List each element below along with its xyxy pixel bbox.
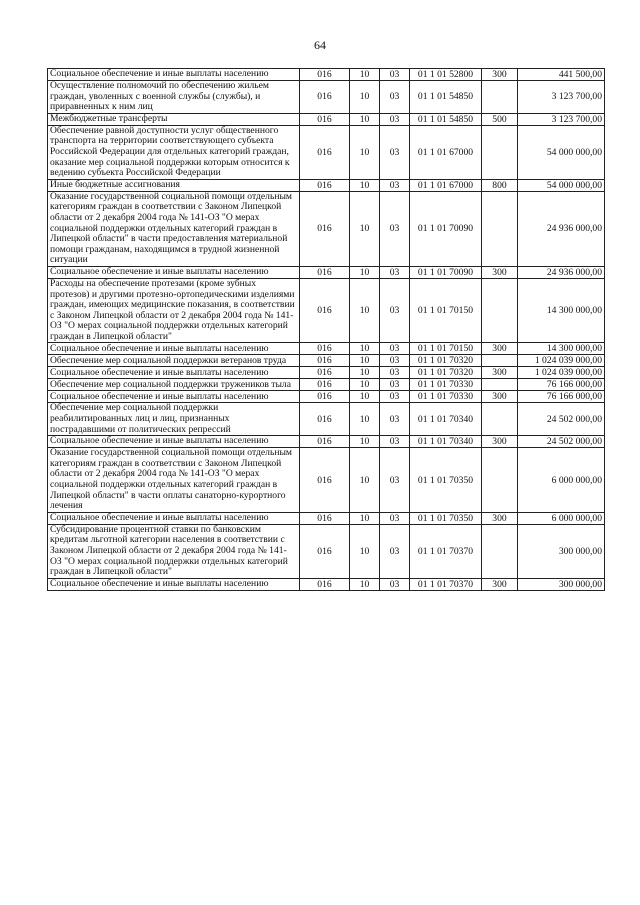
- target-article-code: 01 1 01 54850: [410, 113, 482, 125]
- row-name: Расходы на обеспечение протезами (кроме зубных протезов) и другими протезно-ортопедическими изделиями граждан, имеющих медицинские показания, в соответствии с Законом Липецкой области от 2 декабря 2004 года № 141-ОЗ "О мерах социальной поддержки отдельных категорий граждан в Липецкой области": [48, 278, 300, 343]
- ved-code: 016: [300, 391, 350, 403]
- table-row: [48, 403, 605, 436]
- podrazdel-code: 03: [380, 113, 410, 125]
- ved-code: 016: [300, 278, 350, 343]
- target-article-code: 01 1 01 70150: [410, 278, 482, 343]
- expense-type-code: 300: [482, 343, 518, 355]
- row-name: Межбюджетные трансферты: [48, 113, 300, 125]
- podrazdel-code: 03: [380, 436, 410, 448]
- amount: 6 000 000,00: [518, 512, 605, 524]
- podrazdel-code: 03: [380, 69, 410, 81]
- table-row: [48, 524, 605, 578]
- target-article-code: 01 1 01 70350: [410, 512, 482, 524]
- razdel-code: 10: [350, 391, 380, 403]
- amount: 3 123 700,00: [518, 113, 605, 125]
- page-number: 64: [314, 38, 326, 52]
- ved-code: 016: [300, 403, 350, 436]
- table-row: [48, 191, 605, 266]
- razdel-code: 10: [350, 179, 380, 191]
- expense-type-code: [482, 403, 518, 436]
- row-name: Субсидирование процентной ставки по банковским кредитам льготной категории населения в соответствии с Законом Липецкой области от 2 декабря 2004 года № 141-ОЗ "О мерах социальной поддержки отдельных категорий граждан в Липецкой области": [48, 524, 300, 578]
- razdel-code: 10: [350, 512, 380, 524]
- target-article-code: 01 1 01 70330: [410, 379, 482, 391]
- razdel-code: 10: [350, 524, 380, 578]
- target-article-code: 01 1 01 70340: [410, 436, 482, 448]
- amount: 54 000 000,00: [518, 179, 605, 191]
- podrazdel-code: 03: [380, 179, 410, 191]
- expense-type-code: [482, 278, 518, 343]
- target-article-code: 01 1 01 54850: [410, 81, 482, 114]
- ved-code: 016: [300, 512, 350, 524]
- target-article-code: 01 1 01 70370: [410, 578, 482, 590]
- table-row: [48, 512, 605, 524]
- amount: 6 000 000,00: [518, 448, 605, 513]
- razdel-code: 10: [350, 343, 380, 355]
- amount: 1 024 039 000,00: [518, 355, 605, 367]
- ved-code: 016: [300, 355, 350, 367]
- amount: 24 502 000,00: [518, 436, 605, 448]
- target-article-code: 01 1 01 67000: [410, 179, 482, 191]
- row-name: Обеспечение мер социальной поддержки ветеранов труда: [48, 355, 300, 367]
- ved-code: 016: [300, 69, 350, 81]
- ved-code: 016: [300, 379, 350, 391]
- razdel-code: 10: [350, 355, 380, 367]
- podrazdel-code: 03: [380, 125, 410, 179]
- razdel-code: 10: [350, 278, 380, 343]
- razdel-code: 10: [350, 113, 380, 125]
- expense-type-code: 300: [482, 436, 518, 448]
- row-name: Социальное обеспечение и иные выплаты населению: [48, 578, 300, 590]
- table-row: [48, 367, 605, 379]
- target-article-code: 01 1 01 52800: [410, 69, 482, 81]
- table-row: [48, 125, 605, 179]
- podrazdel-code: 03: [380, 403, 410, 436]
- row-name: Обеспечение мер социальной поддержки реабилитированных лиц и лиц, признанных пострадавшими от политических репрессий: [48, 403, 300, 436]
- ved-code: 016: [300, 266, 350, 278]
- target-article-code: 01 1 01 70090: [410, 266, 482, 278]
- razdel-code: 10: [350, 578, 380, 590]
- table-row: [48, 278, 605, 343]
- expense-type-code: 300: [482, 266, 518, 278]
- amount: 3 123 700,00: [518, 81, 605, 114]
- target-article-code: 01 1 01 70370: [410, 524, 482, 578]
- expense-type-code: [482, 355, 518, 367]
- podrazdel-code: 03: [380, 379, 410, 391]
- ved-code: 016: [300, 125, 350, 179]
- row-name: Осуществление полномочий по обеспечению жильем граждан, уволенных с военной службы (службы), и приравненных к ним лиц: [48, 81, 300, 114]
- ved-code: 016: [300, 524, 350, 578]
- target-article-code: 01 1 01 70090: [410, 191, 482, 266]
- budget-table-body: [48, 69, 605, 591]
- razdel-code: 10: [350, 125, 380, 179]
- amount: 14 300 000,00: [518, 343, 605, 355]
- ved-code: 016: [300, 179, 350, 191]
- expense-type-code: 300: [482, 391, 518, 403]
- row-name: Социальное обеспечение и иные выплаты населению: [48, 69, 300, 81]
- target-article-code: 01 1 01 70150: [410, 343, 482, 355]
- amount: 24 502 000,00: [518, 403, 605, 436]
- expense-type-code: 300: [482, 512, 518, 524]
- target-article-code: 01 1 01 70330: [410, 391, 482, 403]
- target-article-code: 01 1 01 70320: [410, 367, 482, 379]
- ved-code: 016: [300, 578, 350, 590]
- target-article-code: 01 1 01 67000: [410, 125, 482, 179]
- amount: 14 300 000,00: [518, 278, 605, 343]
- table-row: [48, 578, 605, 590]
- table-row: [48, 448, 605, 513]
- expense-type-code: 300: [482, 69, 518, 81]
- table-row: [48, 436, 605, 448]
- podrazdel-code: 03: [380, 343, 410, 355]
- podrazdel-code: 03: [380, 391, 410, 403]
- ved-code: 016: [300, 367, 350, 379]
- expense-type-code: 300: [482, 578, 518, 590]
- podrazdel-code: 03: [380, 367, 410, 379]
- expense-type-code: [482, 125, 518, 179]
- budget-table: [47, 68, 605, 591]
- ved-code: 016: [300, 81, 350, 114]
- razdel-code: 10: [350, 448, 380, 513]
- ved-code: 016: [300, 343, 350, 355]
- row-name: Социальное обеспечение и иные выплаты населению: [48, 436, 300, 448]
- amount: 24 936 000,00: [518, 266, 605, 278]
- row-name: Социальное обеспечение и иные выплаты населению: [48, 266, 300, 278]
- podrazdel-code: 03: [380, 448, 410, 513]
- amount: 300 000,00: [518, 524, 605, 578]
- amount: 76 166 000,00: [518, 379, 605, 391]
- razdel-code: 10: [350, 379, 380, 391]
- table-row: [48, 81, 605, 114]
- podrazdel-code: 03: [380, 191, 410, 266]
- row-name: Обеспечение мер социальной поддержки тружеников тыла: [48, 379, 300, 391]
- amount: 1 024 039 000,00: [518, 367, 605, 379]
- podrazdel-code: 03: [380, 278, 410, 343]
- podrazdel-code: 03: [380, 355, 410, 367]
- expense-type-code: [482, 191, 518, 266]
- target-article-code: 01 1 01 70340: [410, 403, 482, 436]
- expense-type-code: 800: [482, 179, 518, 191]
- podrazdel-code: 03: [380, 524, 410, 578]
- expense-type-code: [482, 81, 518, 114]
- ved-code: 016: [300, 436, 350, 448]
- podrazdel-code: 03: [380, 578, 410, 590]
- row-name: Социальное обеспечение и иные выплаты населению: [48, 343, 300, 355]
- table-row: [48, 379, 605, 391]
- razdel-code: 10: [350, 266, 380, 278]
- expense-type-code: 500: [482, 113, 518, 125]
- razdel-code: 10: [350, 436, 380, 448]
- table-row: [48, 343, 605, 355]
- razdel-code: 10: [350, 191, 380, 266]
- row-name: Оказание государственной социальной помощи отдельным категориям граждан в соответствии с Законом Липецкой области от 2 декабря 2004 года № 141-ОЗ "О мерах социальной поддержки отдельных категорий граждан в Липецкой области" в части предоставления материальной помощи гражданам, находящимся в трудной жизненной ситуации: [48, 191, 300, 266]
- podrazdel-code: 03: [380, 266, 410, 278]
- table-row: [48, 266, 605, 278]
- table-row: [48, 391, 605, 403]
- target-article-code: 01 1 01 70350: [410, 448, 482, 513]
- table-row: [48, 355, 605, 367]
- row-name: Оказание государственной социальной помощи отдельным категориям граждан в соответствии с Законом Липецкой области от 2 декабря 2004 года № 141-ОЗ "О мерах социальной поддержки отдельных категорий граждан в Липецкой области" в части оплаты санаторно-курортного лечения: [48, 448, 300, 513]
- razdel-code: 10: [350, 69, 380, 81]
- amount: 441 500,00: [518, 69, 605, 81]
- ved-code: 016: [300, 191, 350, 266]
- row-name: Иные бюджетные ассигнования: [48, 179, 300, 191]
- ved-code: 016: [300, 448, 350, 513]
- expense-type-code: [482, 379, 518, 391]
- expense-type-code: 300: [482, 367, 518, 379]
- row-name: Социальное обеспечение и иные выплаты населению: [48, 512, 300, 524]
- amount: 300 000,00: [518, 578, 605, 590]
- razdel-code: 10: [350, 81, 380, 114]
- razdel-code: 10: [350, 367, 380, 379]
- table-row: [48, 113, 605, 125]
- amount: 76 166 000,00: [518, 391, 605, 403]
- table-row: [48, 69, 605, 81]
- podrazdel-code: 03: [380, 81, 410, 114]
- amount: 54 000 000,00: [518, 125, 605, 179]
- amount: 24 936 000,00: [518, 191, 605, 266]
- target-article-code: 01 1 01 70320: [410, 355, 482, 367]
- razdel-code: 10: [350, 403, 380, 436]
- expense-type-code: [482, 448, 518, 513]
- row-name: Обеспечение равной доступности услуг общественного транспорта на территории соответствующего субъекта Российской Федерации для отдельных категорий граждан, оказание мер социальной поддержки которым относится к ведению субъекта Российской Федерации: [48, 125, 300, 179]
- ved-code: 016: [300, 113, 350, 125]
- podrazdel-code: 03: [380, 512, 410, 524]
- table-row: [48, 179, 605, 191]
- row-name: Социальное обеспечение и иные выплаты населению: [48, 391, 300, 403]
- row-name: Социальное обеспечение и иные выплаты населению: [48, 367, 300, 379]
- expense-type-code: [482, 524, 518, 578]
